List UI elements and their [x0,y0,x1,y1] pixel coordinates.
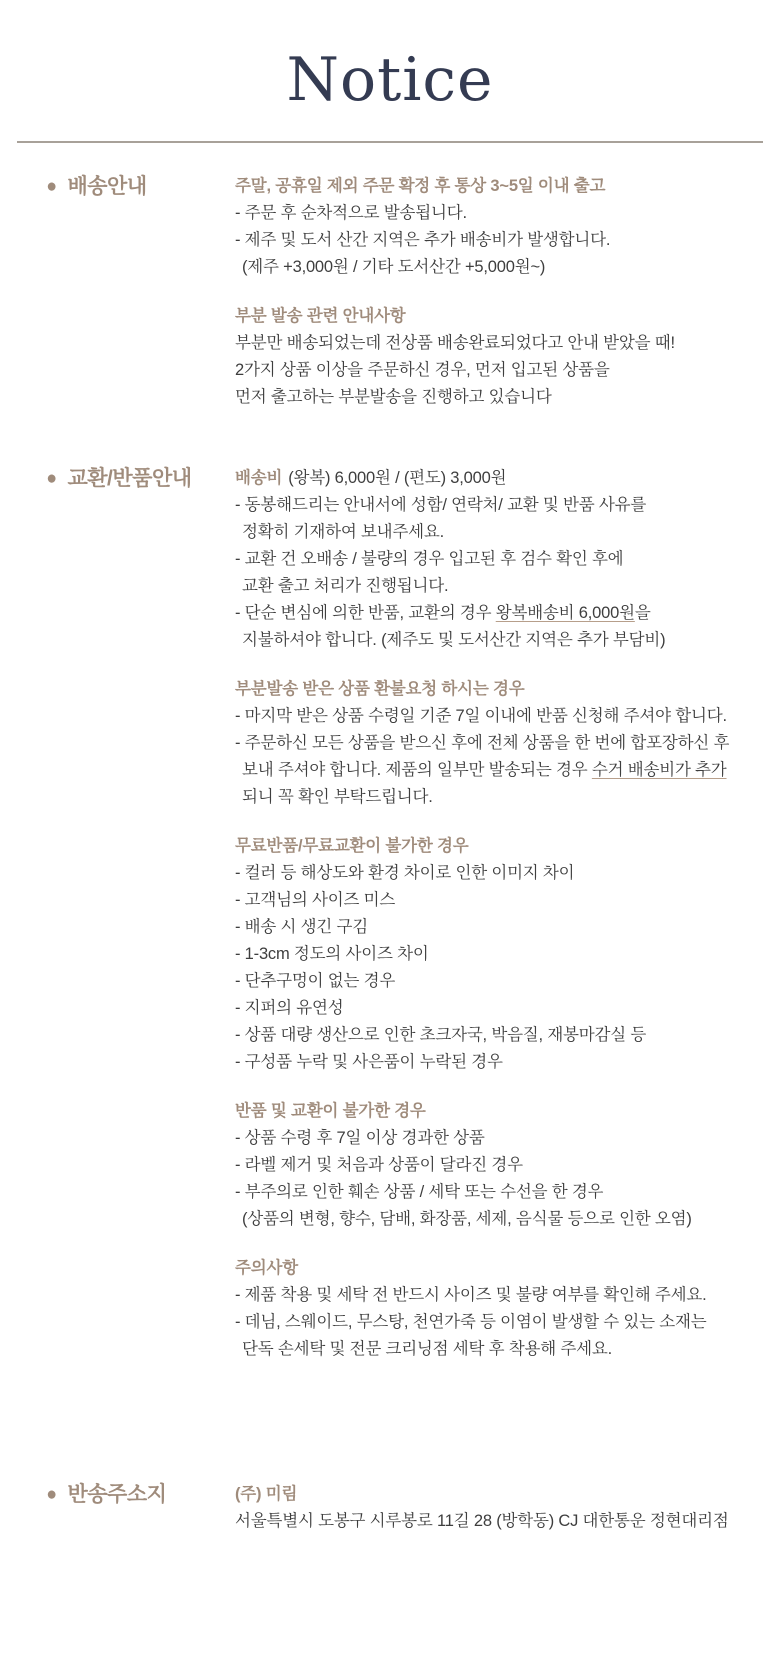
block-heading-text: 부분 발송 관련 안내사항 [235,307,406,325]
notice-block [235,465,760,654]
notice-line [235,941,760,968]
text-span: - 고객님의 사이즈 미스 [235,891,396,909]
block-heading [235,833,760,860]
text-span: - 동봉해드리는 안내서에 성함/ 연락처/ 교환 및 반품 사유를 [235,496,647,514]
notice-line [235,1206,760,1233]
notice-line [235,757,760,784]
notice-line [235,1152,760,1179]
notice-line [235,1179,760,1206]
notice-line [235,600,760,627]
text-span: (제주 +3,000원 / 기타 도서산간 +5,000원~) [242,258,546,276]
notice-line [235,968,760,995]
notice-line [235,384,760,411]
text-span: 지불하셔야 합니다. (제주도 및 도서산간 지역은 추가 부담비) [242,631,666,649]
section-heading: 교환/반품안내 [67,467,192,490]
notice-block [235,303,760,411]
notice-line [235,784,760,811]
block-heading-text: 반품 및 교환이 불가한 경우 [235,1102,426,1120]
text-span: (상품의 변형, 향수, 담배, 화장품, 세제, 음식물 등으로 인한 오염) [242,1210,692,1228]
notice-section [46,173,760,411]
text-span: - 상품 대량 생산으로 인한 초크자국, 박음질, 재봉마감실 등 [235,1026,647,1044]
notice-line [235,703,760,730]
notice-line [235,995,760,1022]
text-span: 을 [634,604,651,622]
text-span: - 구성품 누락 및 사은품이 누락된 경우 [235,1053,503,1071]
notice-line [235,254,760,281]
page-title: Notice [286,45,494,115]
notice-line [235,573,760,600]
notice-line [235,200,760,227]
block-heading-text: 배송비 [235,469,283,487]
text-span: - 제품 착용 및 세탁 전 반드시 사이즈 및 불량 여부를 확인해 주세요. [235,1286,707,1304]
notice-line [235,357,760,384]
section-body [235,173,760,411]
bullet-icon: ● [46,1484,58,1505]
notice-block [235,1098,760,1233]
notice-line [235,887,760,914]
text-span: 부분만 배송되었는데 전상품 배송완료되었다고 안내 받았을 때! [235,334,675,352]
section-heading: 배송안내 [67,175,147,198]
block-heading-text: 주의사항 [235,1259,298,1277]
block-heading-text: 부분발송 받은 상품 환불요청 하시는 경우 [235,680,525,698]
underlined-text: 왕복배송비 6,000원 [495,604,635,622]
section-label [46,173,235,200]
text-span: 보내 주셔야 합니다. 제품의 일부만 발송되는 경우 [242,761,592,779]
text-span: - 단순 변심에 의한 반품, 교환의 경우 [235,604,496,622]
notice-line [235,627,760,654]
block-heading [235,303,760,330]
underlined-text: 수거 배송비가 추가 [591,761,727,779]
text-span: - 주문하신 모든 상품을 받으신 후에 전체 상품을 한 번에 합포장하신 후 [235,734,730,752]
block-heading [235,465,760,492]
text-span: - 1-3cm 정도의 사이즈 차이 [235,945,429,963]
text-span: - 단추구멍이 없는 경우 [235,972,396,990]
text-span: - 컬러 등 해상도와 환경 차이로 인한 이미지 차이 [235,864,575,882]
text-span: - 마지막 받은 상품 수령일 기준 7일 이내에 반품 신청해 주셔야 합니다. [235,707,727,725]
notice-line [235,1022,760,1049]
notice-line [235,519,760,546]
notice-line [235,1309,760,1336]
block-heading [235,1098,760,1125]
notice-line [235,492,760,519]
section-heading: 반송주소지 [67,1483,167,1506]
text-span: - 배송 시 생긴 구김 [235,918,369,936]
block-heading [235,1481,760,1508]
text-span: 교환 출고 처리가 진행됩니다. [242,577,449,595]
bullet-icon: ● [46,176,58,197]
notice-line [235,1282,760,1309]
notice-section [46,1481,760,1535]
notice-line [235,730,760,757]
notice-line [235,914,760,941]
block-heading-rest: (왕복) 6,000원 / (편도) 3,000원 [288,469,507,487]
block-heading [235,676,760,703]
notice-line [235,1125,760,1152]
text-span: 2가지 상품 이상을 주문하신 경우, 먼저 입고된 상품을 [235,361,610,379]
text-span: - 교환 건 오배송 / 불량의 경우 입고된 후 검수 확인 후에 [235,550,624,568]
section-label [46,1481,235,1508]
notice-section [46,465,760,1363]
notice-line [235,227,760,254]
block-heading [235,173,760,200]
text-span: - 라벨 제거 및 처음과 상품이 달라진 경우 [235,1156,523,1174]
block-heading-text: (주) 미림 [235,1485,298,1503]
section-label [46,465,235,492]
notice-block [235,173,760,281]
sections [0,143,780,1595]
text-span: - 데님, 스웨이드, 무스탕, 천연가죽 등 이염이 발생할 수 있는 소재는 [235,1313,707,1331]
text-span: 서울특별시 도봉구 시루봉로 11길 28 (방학동) CJ 대한통운 정현대리점 [235,1512,729,1530]
bullet-icon: ● [46,468,58,489]
text-span: 먼저 출고하는 부분발송을 진행하고 있습니다 [235,388,552,406]
text-span: - 지퍼의 유연성 [235,999,344,1017]
notice-line [235,1336,760,1363]
notice-block [235,676,760,811]
text-span: - 제주 및 도서 산간 지역은 추가 배송비가 발생합니다. [235,231,611,249]
text-span: - 주문 후 순차적으로 발송됩니다. [235,204,467,222]
section-body [235,465,760,1363]
notice-line [235,546,760,573]
text-span: 단독 손세탁 및 전문 크리닝점 세탁 후 착용해 주세요. [242,1340,612,1358]
block-heading-text: 주말, 공휴일 제외 주문 확정 후 통상 3~5일 이내 출고 [235,177,606,195]
block-heading [235,1255,760,1282]
text-span: 되니 꼭 확인 부탁드립니다. [242,788,433,806]
block-heading-text: 무료반품/무료교환이 불가한 경우 [235,837,469,855]
section-body [235,1481,760,1535]
text-span: 정확히 기재하여 보내주세요. [242,523,445,541]
text-span: - 부주의로 인한 훼손 상품 / 세탁 또는 수선을 한 경우 [235,1183,604,1201]
notice-block [235,1255,760,1363]
notice-line [235,1508,760,1535]
notice-line [235,330,760,357]
notice-line [235,860,760,887]
text-span: - 상품 수령 후 7일 이상 경과한 상품 [235,1129,485,1147]
notice-block [235,1481,760,1535]
notice-line [235,1049,760,1076]
notice-block [235,833,760,1076]
